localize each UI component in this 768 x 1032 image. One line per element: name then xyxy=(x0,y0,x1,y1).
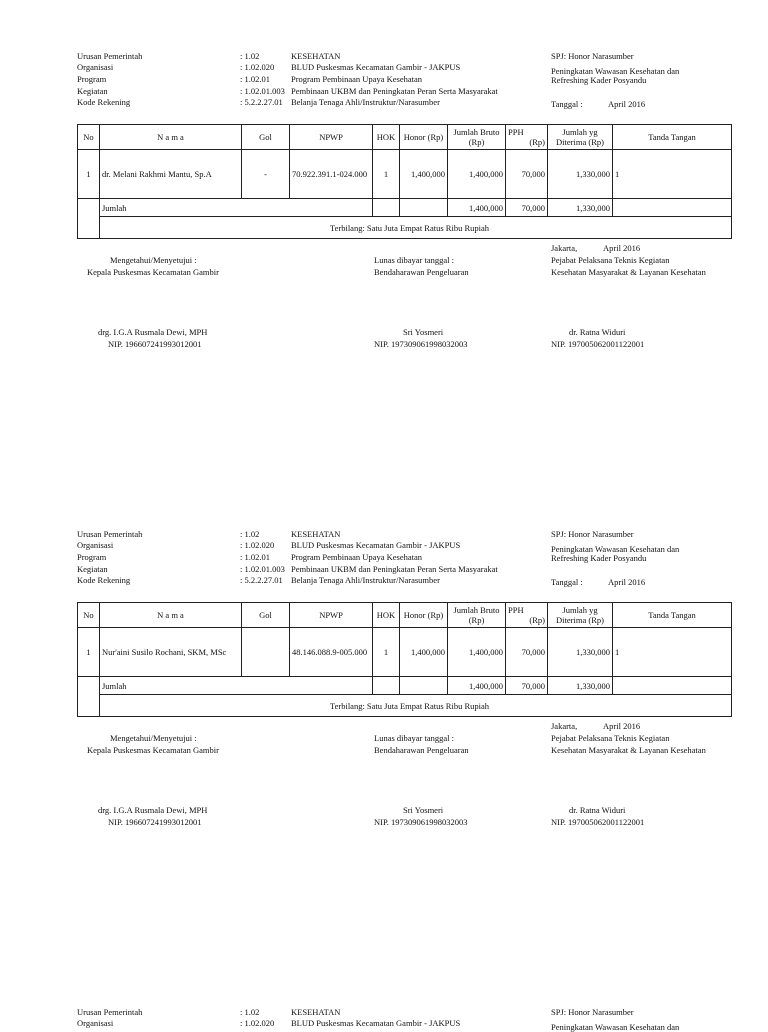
table-header-row xyxy=(78,603,732,628)
urusan-code: : 1.02 xyxy=(240,1007,260,1017)
col-pph-l2: (Rp) xyxy=(529,615,545,625)
organisasi-name: BLUD Puskesmas Kecamatan Gambir - JAKPUS xyxy=(291,1018,461,1028)
label-kode-rekening: Kode Rekening xyxy=(77,97,131,107)
signer-3-nip: NIP. 197005062001122001 xyxy=(551,817,645,827)
tanggal-label: Tanggal : xyxy=(551,577,583,587)
table-header-row xyxy=(78,125,732,150)
col-hok: HOK xyxy=(373,603,400,628)
col-pph-l1: PPH xyxy=(508,127,524,137)
cell-honor: 1,400,000 xyxy=(400,150,448,199)
place-date: April 2016 xyxy=(603,721,641,731)
organisasi-code: : 1.02.020 xyxy=(240,62,275,72)
spj-title: SPJ: Honor Narasumber xyxy=(551,529,634,539)
kepala-title: Kepala Puskesmas Kecamatan Gambir xyxy=(87,267,219,277)
col-pph-l2: (Rp) xyxy=(529,137,545,147)
cell-honor: 1,400,000 xyxy=(400,628,448,677)
cell-diterima: 1,330,000 xyxy=(548,628,613,677)
label-urusan: Urusan Pemerintah xyxy=(77,51,143,61)
pejabat-title: Pejabat Pelaksana Teknis Kegiatan xyxy=(551,255,670,265)
kegiatan-code: : 1.02.01.003 xyxy=(240,86,285,96)
urusan-name: KESEHATAN xyxy=(291,529,341,539)
tanggal-label: Tanggal : xyxy=(551,99,583,109)
spj-form-2 xyxy=(0,478,768,878)
signer-3-name: dr. Ratna Widuri xyxy=(569,805,626,815)
label-program: Program xyxy=(77,74,107,84)
col-ttd: Tanda Tangan xyxy=(613,603,732,628)
signer-3-nip: NIP. 197005062001122001 xyxy=(551,339,645,349)
col-npwp: NPWP xyxy=(290,603,373,628)
signer-1-nip: NIP. 196607241993012001 xyxy=(108,339,202,349)
spj-form-3 xyxy=(0,956,768,1032)
jumlah-row xyxy=(78,199,732,217)
col-honor: Honor (Rp) xyxy=(400,603,448,628)
bendahara-title: Bendaharawan Pengeluaran xyxy=(374,267,469,277)
col-bruto xyxy=(448,125,506,150)
label-urusan: Urusan Pemerintah xyxy=(77,529,143,539)
signer-2-nip: NIP. 197309061998032003 xyxy=(374,817,468,827)
place-jakarta: Jakarta, xyxy=(551,721,578,731)
cell-npwp: 48.146.088.9-005.000 xyxy=(290,628,373,677)
label-program: Program xyxy=(77,552,107,562)
jumlah-bruto: 1,400,000 xyxy=(448,199,506,217)
place-date: April 2016 xyxy=(603,243,641,253)
cell-gol xyxy=(242,628,290,677)
label-organisasi: Organisasi xyxy=(77,1018,114,1028)
signer-2-nip: NIP. 197309061998032003 xyxy=(374,339,468,349)
jumlah-label: Jumlah xyxy=(100,677,373,695)
jumlah-pph: 70,000 xyxy=(506,677,548,695)
cell-no: 1 xyxy=(78,628,100,677)
spj-form-1 xyxy=(0,0,768,400)
signer-3-name: dr. Ratna Widuri xyxy=(569,327,626,337)
col-pph-l1: PPH xyxy=(508,605,524,615)
bendahara-title: Bendaharawan Pengeluaran xyxy=(374,745,469,755)
organisasi-code: : 1.02.020 xyxy=(240,1018,275,1028)
cell-nama: dr. Melani Rakhmi Mantu, Sp.A xyxy=(100,150,242,199)
kegiatan-name: Pembinaan UKBM dan Peningkatan Peran Serta Masyarakat xyxy=(291,86,498,96)
jumlah-row xyxy=(78,677,732,695)
col-diterima xyxy=(548,125,613,150)
mengetahui-label: Mengetahui/Menyetujui : xyxy=(110,733,197,743)
cell-diterima: 1,330,000 xyxy=(548,150,613,199)
terbilang-text: Terbilang: Satu Juta Empat Ratus Ribu Rupiah xyxy=(330,700,489,711)
terbilang-text: Terbilang: Satu Juta Empat Ratus Ribu Rupiah xyxy=(330,222,489,233)
cell-gol: - xyxy=(242,150,290,199)
signer-2-name: Sri Yosmeri xyxy=(403,327,444,337)
col-ttd: Tanda Tangan xyxy=(613,125,732,150)
kegiatan-code: : 1.02.01.003 xyxy=(240,564,285,574)
rekening-code: : 5.2.2.27.01 xyxy=(240,575,283,585)
cell-pph: 70,000 xyxy=(506,628,548,677)
col-nama: N a m a xyxy=(100,125,242,150)
urusan-code: : 1.02 xyxy=(240,51,260,61)
tanggal-value: April 2016 xyxy=(608,577,646,587)
col-no: No xyxy=(78,125,100,150)
col-npwp: NPWP xyxy=(290,125,373,150)
col-bruto-l2: (Rp) xyxy=(468,615,485,625)
kepala-title: Kepala Puskesmas Kecamatan Gambir xyxy=(87,745,219,755)
col-bruto-l1: Jumlah Bruto xyxy=(453,605,500,615)
signer-1-name: drg. I.G.A Rusmala Dewi, MPH xyxy=(98,805,208,815)
jumlah-diterima: 1,330,000 xyxy=(548,199,613,217)
col-pph xyxy=(506,125,548,150)
label-urusan: Urusan Pemerintah xyxy=(77,1007,143,1017)
kegiatan-name: Pembinaan UKBM dan Peningkatan Peran Serta Masyarakat xyxy=(291,564,498,574)
table-row xyxy=(78,150,732,199)
activity-line-2: Refreshing Kader Posyandu xyxy=(551,553,647,563)
cell-no: 1 xyxy=(78,150,100,199)
program-name: Program Pembinaan Upaya Kesehatan xyxy=(291,74,422,84)
rekening-name: Belanja Tenaga Ahli/Instruktur/Narasumber xyxy=(291,97,440,107)
signer-1-name: drg. I.G.A Rusmala Dewi, MPH xyxy=(98,327,208,337)
terbilang-row xyxy=(78,695,732,717)
col-gol: Gol xyxy=(242,125,290,150)
organisasi-name: BLUD Puskesmas Kecamatan Gambir - JAKPUS xyxy=(291,62,461,72)
activity-line-1: Peningkatan Wawasan Kesehatan dan xyxy=(551,66,680,76)
lunas-label: Lunas dibayar tanggal : xyxy=(374,733,455,743)
col-no: No xyxy=(78,603,100,628)
col-honor: Honor (Rp) xyxy=(400,125,448,150)
signer-2-name: Sri Yosmeri xyxy=(403,805,444,815)
col-bruto xyxy=(448,603,506,628)
kesehatan-title: Kesehatan Masyarakat & Layanan Kesehatan xyxy=(551,745,706,755)
label-kode-rekening: Kode Rekening xyxy=(77,575,131,585)
col-diterima-l2: Diterima (Rp) xyxy=(556,137,604,147)
jumlah-diterima: 1,330,000 xyxy=(548,677,613,695)
col-bruto-l1: Jumlah Bruto xyxy=(453,127,500,137)
program-code: : 1.02.01 xyxy=(240,552,270,562)
urusan-code: : 1.02 xyxy=(240,529,260,539)
mengetahui-label: Mengetahui/Menyetujui : xyxy=(110,255,197,265)
signer-1-nip: NIP. 196607241993012001 xyxy=(108,817,202,827)
cell-nama: Nur'aini Susilo Rochani, SKM, MSc xyxy=(100,628,242,677)
cell-bruto: 1,400,000 xyxy=(448,150,506,199)
col-diterima-l2: Diterima (Rp) xyxy=(556,615,604,625)
tanggal-value: April 2016 xyxy=(608,99,646,109)
jumlah-label: Jumlah xyxy=(100,199,373,217)
urusan-name: KESEHATAN xyxy=(291,51,341,61)
urusan-name: KESEHATAN xyxy=(291,1007,341,1017)
cell-ttd: 1 xyxy=(613,150,732,199)
col-hok: HOK xyxy=(373,125,400,150)
program-code: : 1.02.01 xyxy=(240,74,270,84)
honor-table xyxy=(77,602,732,717)
col-bruto-l2: (Rp) xyxy=(468,137,485,147)
program-name: Program Pembinaan Upaya Kesehatan xyxy=(291,552,422,562)
jumlah-bruto: 1,400,000 xyxy=(448,677,506,695)
label-kegiatan: Kegiatan xyxy=(77,86,108,96)
activity-line-1: Peningkatan Wawasan Kesehatan dan xyxy=(551,544,680,554)
label-organisasi: Organisasi xyxy=(77,62,114,72)
cell-hok: 1 xyxy=(373,150,400,199)
cell-ttd: 1 xyxy=(613,628,732,677)
organisasi-name: BLUD Puskesmas Kecamatan Gambir - JAKPUS xyxy=(291,540,461,550)
activity-line-2: Refreshing Kader Posyandu xyxy=(551,75,647,85)
spj-title: SPJ: Honor Narasumber xyxy=(551,51,634,61)
rekening-name: Belanja Tenaga Ahli/Instruktur/Narasumber xyxy=(291,575,440,585)
cell-hok: 1 xyxy=(373,628,400,677)
col-gol: Gol xyxy=(242,603,290,628)
lunas-label: Lunas dibayar tanggal : xyxy=(374,255,455,265)
place-jakarta: Jakarta, xyxy=(551,243,578,253)
cell-pph: 70,000 xyxy=(506,150,548,199)
col-diterima-l1: Jumlah yg xyxy=(562,127,598,137)
spj-title: SPJ: Honor Narasumber xyxy=(551,1007,634,1017)
kesehatan-title: Kesehatan Masyarakat & Layanan Kesehatan xyxy=(551,267,706,277)
cell-bruto: 1,400,000 xyxy=(448,628,506,677)
cell-npwp: 70.922.391.1-024.000 xyxy=(290,150,373,199)
terbilang-row xyxy=(78,217,732,239)
organisasi-code: : 1.02.020 xyxy=(240,540,275,550)
label-kegiatan: Kegiatan xyxy=(77,564,108,574)
pejabat-title: Pejabat Pelaksana Teknis Kegiatan xyxy=(551,733,670,743)
table-row xyxy=(78,628,732,677)
col-pph xyxy=(506,603,548,628)
col-nama: N a m a xyxy=(100,603,242,628)
rekening-code: : 5.2.2.27.01 xyxy=(240,97,283,107)
col-diterima xyxy=(548,603,613,628)
label-organisasi: Organisasi xyxy=(77,540,114,550)
jumlah-pph: 70,000 xyxy=(506,199,548,217)
col-diterima-l1: Jumlah yg xyxy=(562,605,598,615)
activity-line-1: Peningkatan Wawasan Kesehatan dan xyxy=(551,1022,680,1032)
honor-table xyxy=(77,124,732,239)
